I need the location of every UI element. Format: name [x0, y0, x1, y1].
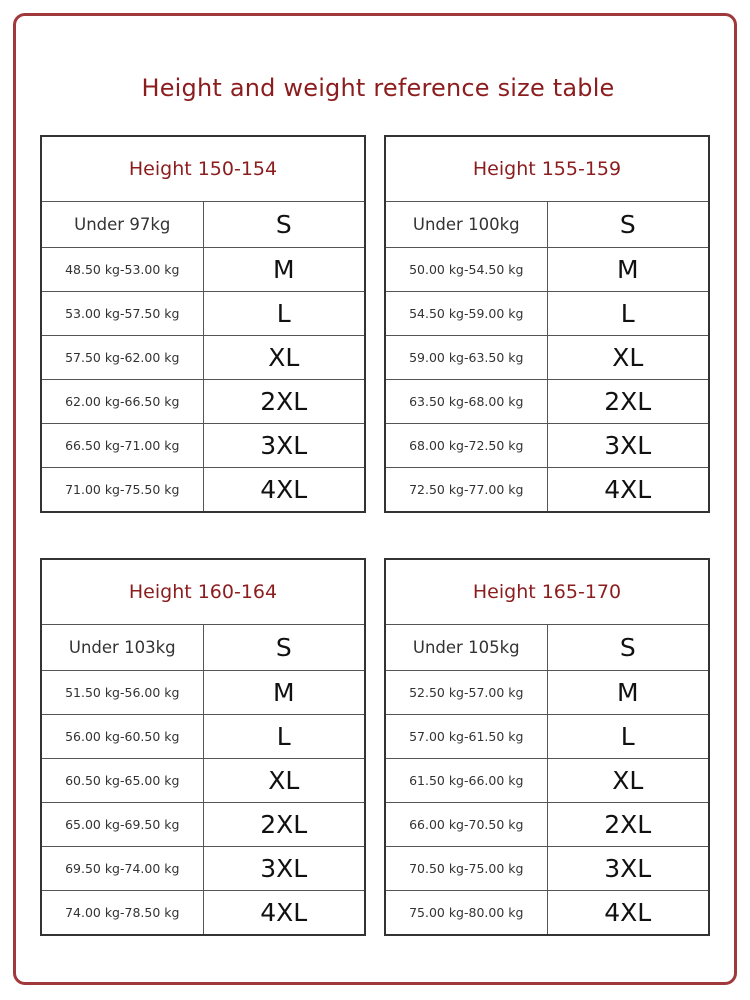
size-label: 4XL [547, 468, 709, 513]
size-label: 2XL [547, 380, 709, 424]
size-label: M [203, 671, 365, 715]
table-row [41, 380, 365, 424]
weight-range: 72.50 kg-77.00 kg [385, 468, 547, 513]
table-row [41, 847, 365, 891]
weight-range: 51.50 kg-56.00 kg [41, 671, 203, 715]
weight-range: 60.50 kg-65.00 kg [41, 759, 203, 803]
size-label: 4XL [203, 891, 365, 936]
weight-range: Under 105kg [385, 625, 547, 671]
table-row [385, 891, 709, 936]
table-row [41, 248, 365, 292]
size-label: L [203, 715, 365, 759]
table-row [385, 248, 709, 292]
table-row [41, 715, 365, 759]
size-label: 3XL [547, 424, 709, 468]
size-label: 3XL [203, 847, 365, 891]
table-row [41, 625, 365, 671]
size-label: L [547, 715, 709, 759]
page-title: Height and weight reference size table [141, 74, 615, 102]
table-row [385, 847, 709, 891]
table-row [385, 625, 709, 671]
table-row [41, 468, 365, 513]
weight-range: 75.00 kg-80.00 kg [385, 891, 547, 936]
size-label: XL [547, 336, 709, 380]
table-row [385, 202, 709, 248]
weight-range: 70.50 kg-75.00 kg [385, 847, 547, 891]
weight-range: 66.00 kg-70.50 kg [385, 803, 547, 847]
weight-range: 52.50 kg-57.00 kg [385, 671, 547, 715]
size-table-height-150-154 [40, 135, 366, 513]
size-label: XL [203, 336, 365, 380]
weight-range: 57.50 kg-62.00 kg [41, 336, 203, 380]
weight-range: 54.50 kg-59.00 kg [385, 292, 547, 336]
size-label: M [203, 248, 365, 292]
size-label: XL [547, 759, 709, 803]
weight-range: 61.50 kg-66.00 kg [385, 759, 547, 803]
weight-range: 74.00 kg-78.50 kg [41, 891, 203, 936]
weight-range: 63.50 kg-68.00 kg [385, 380, 547, 424]
table-row [41, 671, 365, 715]
size-label: S [203, 625, 365, 671]
table-row [385, 380, 709, 424]
weight-range: 69.50 kg-74.00 kg [41, 847, 203, 891]
table-row [41, 336, 365, 380]
weight-range: 59.00 kg-63.50 kg [385, 336, 547, 380]
weight-range: Under 100kg [385, 202, 547, 248]
size-label: S [547, 202, 709, 248]
table-row [385, 715, 709, 759]
weight-range: 62.00 kg-66.50 kg [41, 380, 203, 424]
table-row [385, 424, 709, 468]
table-row [41, 292, 365, 336]
weight-range: 53.00 kg-57.50 kg [41, 292, 203, 336]
size-label: XL [203, 759, 365, 803]
table-row [385, 759, 709, 803]
table-row [41, 424, 365, 468]
weight-range: 68.00 kg-72.50 kg [385, 424, 547, 468]
weight-range: 66.50 kg-71.00 kg [41, 424, 203, 468]
size-label: L [547, 292, 709, 336]
table-row [385, 803, 709, 847]
table-heading: Height 150-154 [41, 136, 365, 202]
size-table-height-160-164 [40, 558, 366, 936]
table-row [385, 292, 709, 336]
size-label: 2XL [547, 803, 709, 847]
weight-range: 65.00 kg-69.50 kg [41, 803, 203, 847]
size-label: 3XL [547, 847, 709, 891]
size-label: 2XL [203, 803, 365, 847]
table-row [385, 336, 709, 380]
size-table-height-155-159 [384, 135, 710, 513]
weight-range: 71.00 kg-75.50 kg [41, 468, 203, 513]
table-heading: Height 160-164 [41, 559, 365, 625]
size-label: 4XL [203, 468, 365, 513]
weight-range: 50.00 kg-54.50 kg [385, 248, 547, 292]
weight-range: 57.00 kg-61.50 kg [385, 715, 547, 759]
weight-range: Under 103kg [41, 625, 203, 671]
weight-range: 56.00 kg-60.50 kg [41, 715, 203, 759]
table-row [41, 202, 365, 248]
weight-range: 48.50 kg-53.00 kg [41, 248, 203, 292]
weight-range: Under 97kg [41, 202, 203, 248]
size-label: 3XL [203, 424, 365, 468]
size-label: M [547, 671, 709, 715]
table-row [385, 671, 709, 715]
table-row [41, 891, 365, 936]
size-label: 2XL [203, 380, 365, 424]
size-label: S [547, 625, 709, 671]
size-table-height-165-170 [384, 558, 710, 936]
size-label: 4XL [547, 891, 709, 936]
table-heading: Height 165-170 [385, 559, 709, 625]
table-row [41, 759, 365, 803]
size-label: S [203, 202, 365, 248]
table-row [385, 468, 709, 513]
size-label: M [547, 248, 709, 292]
size-label: L [203, 292, 365, 336]
table-row [41, 803, 365, 847]
table-heading: Height 155-159 [385, 136, 709, 202]
